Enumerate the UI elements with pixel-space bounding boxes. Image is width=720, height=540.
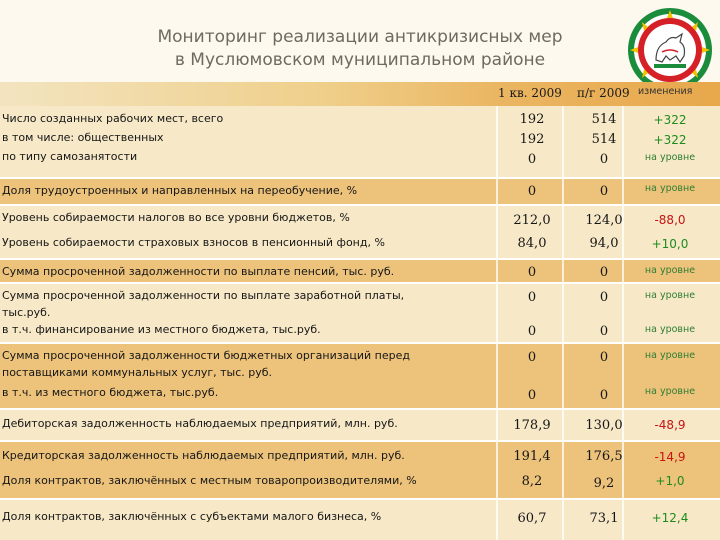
row-value-h1: 9,2: [593, 476, 615, 491]
row-value-h1: 176,5: [585, 449, 623, 464]
row-value-q1: 60,7: [517, 511, 547, 526]
row-change: -88,0: [654, 213, 686, 227]
tatarstan-emblem-icon: [626, 6, 714, 94]
row-value-q1: 191,4: [513, 449, 551, 464]
row-change: на уровне: [644, 350, 696, 361]
row-value-h1: 0: [599, 152, 609, 167]
header-q1-2009: 1 кв. 2009: [498, 86, 562, 100]
row-value-q1: 0: [527, 290, 537, 305]
row-label: Уровень собираемости страховых взносов в пенсионный фонд, %: [2, 236, 385, 249]
row-change: на уровне: [644, 152, 696, 163]
row-value-h1: 0: [599, 350, 609, 365]
row-value-q1: 0: [527, 388, 537, 403]
row-change: +322: [653, 113, 687, 127]
row-label-line-1: Сумма просроченной задолженности по выплате заработной платы,: [2, 289, 405, 302]
title-line-2: в Муслюмовском муниципальном районе: [174, 50, 546, 70]
row-value-q1: 212,0: [513, 213, 551, 228]
slide-title: [110, 26, 610, 72]
row-label: Доля контрактов, заключённых с субъектами малого бизнеса, %: [2, 510, 382, 523]
row-label-line-2: поставщиками коммунальных услуг, тыс. руб.: [2, 366, 273, 379]
row-change: на уровне: [644, 183, 696, 194]
row-value-h1: 0: [599, 290, 609, 305]
row-value-h1: 73,1: [589, 511, 619, 526]
row-value-q1: 8,2: [521, 474, 543, 489]
row-label: в том числе: общественных: [2, 131, 164, 144]
row-value-q1: 0: [527, 265, 537, 280]
row-value-q1: 0: [527, 350, 537, 365]
row-change: +12,4: [651, 511, 689, 525]
row-value-q1: 84,0: [517, 236, 547, 251]
row-change: +1,0: [655, 474, 685, 488]
row-label-line-2: тыс.руб.: [2, 306, 51, 319]
row-change: на уровне: [644, 324, 696, 335]
header-change: изменения: [638, 86, 693, 97]
row-label: Доля контрактов, заключённых с местным товаропроизводителями, %: [2, 474, 417, 487]
row-label: по типу самозанятости: [2, 150, 138, 163]
row-value-q1: 0: [527, 184, 537, 199]
row-value-q1: 178,9: [513, 418, 551, 433]
row-value-h1: 0: [599, 388, 609, 403]
row-change: +10,0: [651, 237, 689, 251]
row-label: Дебиторская задолженность наблюдаемых предприятий, млн. руб.: [2, 417, 398, 430]
row-value-h1: 514: [591, 112, 617, 127]
row-label: в т.ч. из местного бюджета, тыс.руб.: [2, 386, 219, 399]
row-change: -48,9: [654, 418, 686, 432]
row-change: на уровне: [644, 386, 696, 397]
row-value-h1: 124,0: [585, 213, 623, 228]
row-value-q1: 192: [519, 112, 545, 127]
row-label: Кредиторская задолженность наблюдаемых предприятий, млн. руб.: [2, 449, 405, 462]
row-change: на уровне: [644, 265, 696, 276]
row-value-h1: 0: [599, 265, 609, 280]
row-label-line-1: Сумма просроченной задолженности бюджетных организаций перед: [2, 349, 410, 362]
row-value-h1: 0: [599, 324, 609, 339]
row-value-q1: 0: [527, 152, 537, 167]
row-label: Доля трудоустроенных и направленных на переобучение, %: [2, 184, 358, 197]
row-value-q1: 192: [519, 132, 545, 147]
row-value-q1: 0: [527, 324, 537, 339]
row-value-h1: 514: [591, 132, 617, 147]
row-change: на уровне: [644, 290, 696, 301]
row-value-h1: 0: [599, 184, 609, 199]
row-label: Сумма просроченной задолженности по выплате пенсий, тыс. руб.: [2, 265, 395, 278]
row-label: Число созданных рабочих мест, всего: [2, 112, 224, 125]
title-line-1: Мониторинг реализации антикризисных мер: [157, 27, 563, 47]
row-label: Уровень собираемости налогов во все уровни бюджетов, %: [2, 211, 350, 224]
row-label: в т.ч. финансирование из местного бюджета, тыс.руб.: [2, 323, 321, 336]
row-value-h1: 130,0: [585, 418, 623, 433]
row-value-h1: 94,0: [589, 236, 619, 251]
row-change: +322: [653, 133, 687, 147]
row-change: -14,9: [654, 450, 686, 464]
header-h1-2009: п/г 2009: [577, 86, 630, 100]
